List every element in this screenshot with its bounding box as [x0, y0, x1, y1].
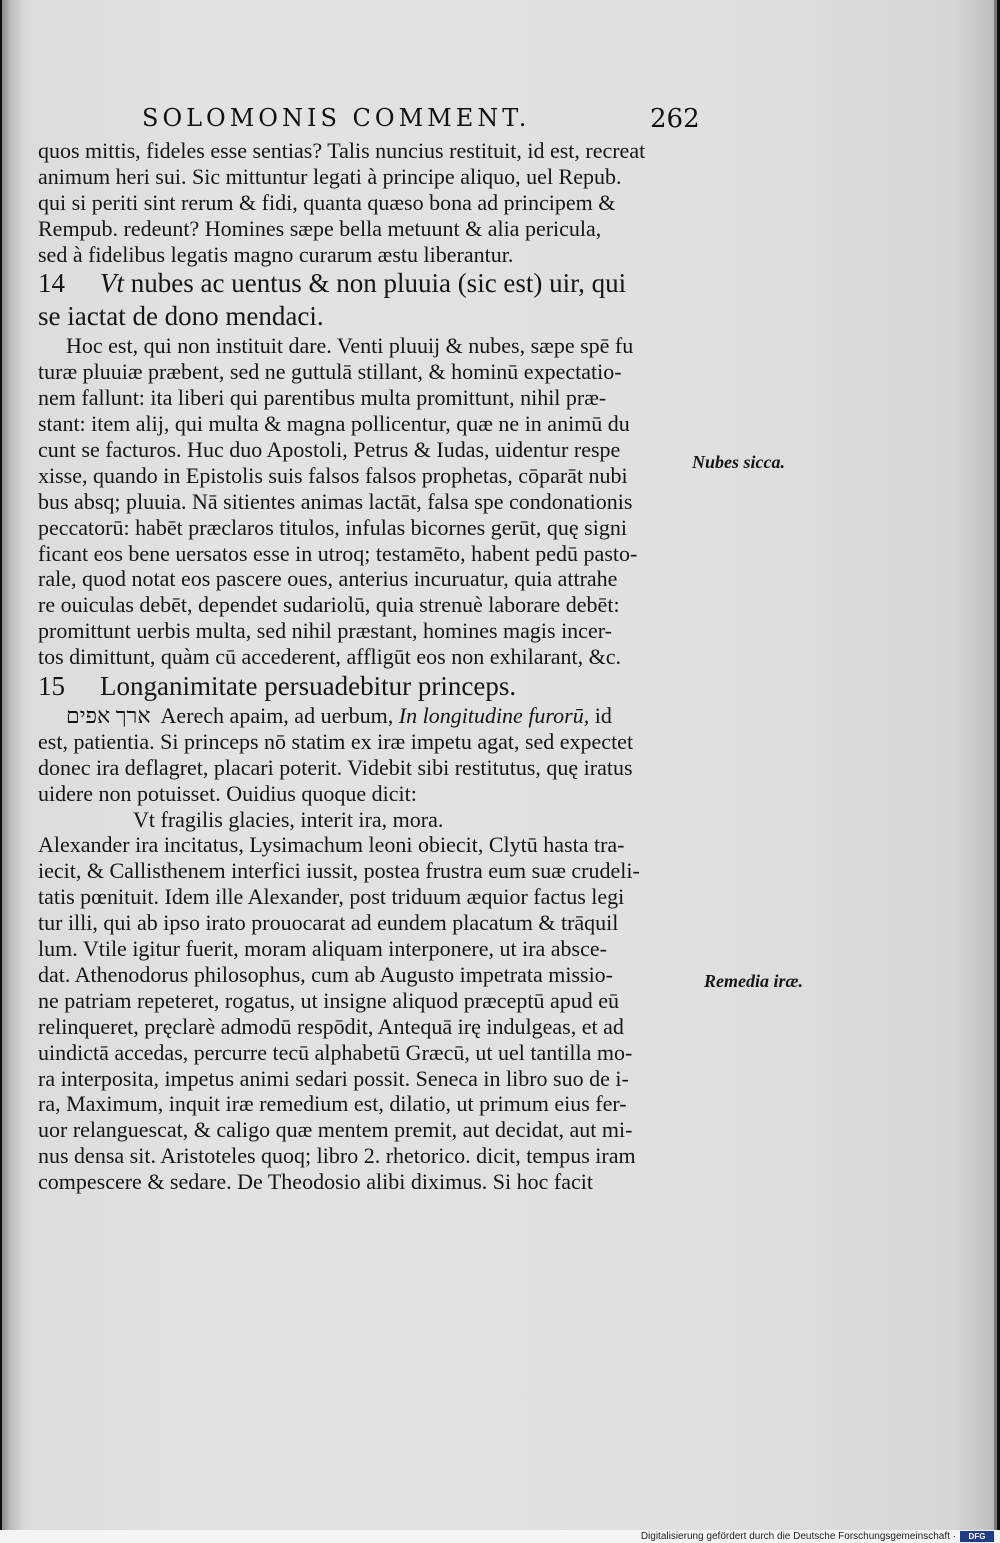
text-line: relinqueret, pręclarè admodū respōdit, Antequā irę indulgeas, et ad	[38, 1013, 624, 1039]
verse-text: nubes ac uentus & non pluuia (sic est) uir, qui	[124, 268, 627, 299]
text-line: sed à fidelibus legatis magno curarum æstu liberantur.	[38, 241, 514, 267]
text-line: dat. Athenodorus philosophus, cum ab Augusto impetrata missio-	[38, 961, 614, 987]
text-line	[38, 703, 703, 729]
text-line: turæ pluuiæ præbent, sed ne guttulā stillant, & hominū expectatio-	[38, 359, 622, 385]
margin-note-remedia: Remedia iræ.	[704, 971, 803, 991]
text-line: tos dimittunt, quàm cū accederent, affligūt eos non exhilarant, &c.	[38, 644, 622, 670]
text-line: compescere & sedare. De Theodosio alibi diximus. Si hoc facit	[38, 1169, 593, 1195]
text-line: rale, quod notat eos pascere oues, anterius incuruatur, quia attrahe	[38, 566, 618, 592]
text-line: ficant eos bene uersatos esse in utroq; testamēto, habent pedū pasto-	[38, 540, 638, 566]
verse-italic: Vt	[100, 268, 124, 299]
margin-note-nubes: Nubes sicca.	[692, 452, 785, 472]
text-line: uor relanguescat, & caligo quæ mentem premit, aut decidat, aut mi-	[38, 1117, 633, 1143]
text-line: uindictā accedas, percurre tecū alphabetū Græcū, ut uel tantilla mo-	[38, 1039, 633, 1065]
text-line: iecit, & Callisthenem interfici iussit, postea frustra eum suæ crudeli-	[38, 858, 640, 884]
text-line: peccatorū: habēt præclaros titulos, infulas bicornes gerūt, quę signi	[38, 514, 627, 540]
text-line: lum. Vtile igitur fuerit, moram aliquam interponere, ut ira absce-	[38, 936, 607, 962]
text-span-italic: In longitudine furorū,	[398, 703, 590, 729]
text-line: xisse, quando in Epistolis suis falsos falsos prophetas, cōparāt nubi	[38, 462, 628, 488]
book-page	[2, 0, 997, 1530]
hebrew-phrase: ארך אפים	[66, 703, 151, 729]
verse-number: 15	[38, 671, 65, 702]
verse-14-line-1	[38, 267, 703, 300]
text-line: bus absq; pluuia. Nā sitientes animas lactāt, falsa spe condonationis	[38, 488, 633, 514]
text-line: stant: item alij, qui multa & magna pollicentur, quæ ne in animū du	[38, 411, 630, 437]
text-span: Aerech apaim, ad uerbum,	[160, 703, 399, 729]
text-line: nus densa sit. Aristoteles quoq; libro 2. rhetorico. dicit, tempus iram	[38, 1143, 636, 1169]
text-line: quos mittis, fideles esse sentias? Talis nuncius restituit, id est, recreat	[38, 138, 646, 163]
quotation-line: Vt fragilis glacies, interit ira, mora.	[133, 806, 444, 832]
text-line: Rempub. redeunt? Homines sæpe bella metuunt & alia pericula,	[38, 215, 602, 241]
text-line: ne patriam repeteret, rogatus, ut insigne aliquod præceptū apud eū	[38, 987, 619, 1013]
text-line: donec ira deflagret, placari poterit. Videbit sibi restitutus, quę iratus	[38, 754, 633, 780]
running-head: SOLOMONIS COMMENT.	[142, 104, 531, 132]
text-line: est, patientia. Si princeps nō statim ex iræ impetu agat, sed expectet	[38, 728, 634, 754]
verse-14-line-2: se iactat de dono mendaci.	[38, 301, 324, 332]
text-line: tatis pœnituit. Idem ille Alexander, post triduum æquior factus legi	[38, 884, 625, 910]
text-line: ra, Maximum, inquit iræ remedium est, dilatio, ut primum eius fer-	[38, 1091, 627, 1117]
page-gutter-shadow	[2, 0, 22, 1530]
text-line: nem fallunt: ita liberi qui parentibus multa promittunt, nihil præ-	[38, 385, 607, 411]
verse-text: Longanimitate persuadebitur princeps.	[100, 671, 517, 702]
text-line: promittunt uerbis multa, sed nihil præstant, homines magis incer-	[38, 618, 612, 644]
verse-number: 14	[38, 268, 65, 299]
verse-15-line	[38, 670, 703, 703]
text-line: animum heri sui. Sic mittuntur legati à principe aliquo, uel Repub.	[38, 163, 622, 189]
text-line: tur illi, qui ab ipso irato prouocarat ad eundem placatum & trāquil	[38, 910, 619, 936]
main-text	[38, 138, 703, 1195]
text-line: qui si periti sint rerum & fidi, quanta quæso bona ad principem &	[38, 189, 616, 215]
page-number: 262	[650, 104, 700, 134]
text-line: uidere non potuisset. Ouidius quoque dicit:	[38, 780, 417, 806]
dfg-logo[interactable]: DFG	[960, 1531, 994, 1542]
text-line: Alexander ira incitatus, Lysimachum leoni obiecit, Clytū hasta tra-	[38, 832, 625, 858]
text-span: id	[589, 703, 612, 729]
text-line: Hoc est, qui non instituit dare. Venti pluuij & nubes, sæpe spē fu	[66, 333, 634, 359]
text-line: ra interposita, impetus animi sedari possit. Seneca in libro suo de i-	[38, 1065, 629, 1091]
text-line: cunt se facturos. Huc duo Apostoli, Petrus & Iudas, uidentur respe	[38, 437, 621, 463]
footer-credit: Digitalisierung gefördert durch die Deutsche Forschungsgemeinschaft ·	[640, 1531, 956, 1542]
text-line: re ouiculas debēt, dependet sudariolū, quia strenuè laborare debēt:	[38, 592, 620, 618]
